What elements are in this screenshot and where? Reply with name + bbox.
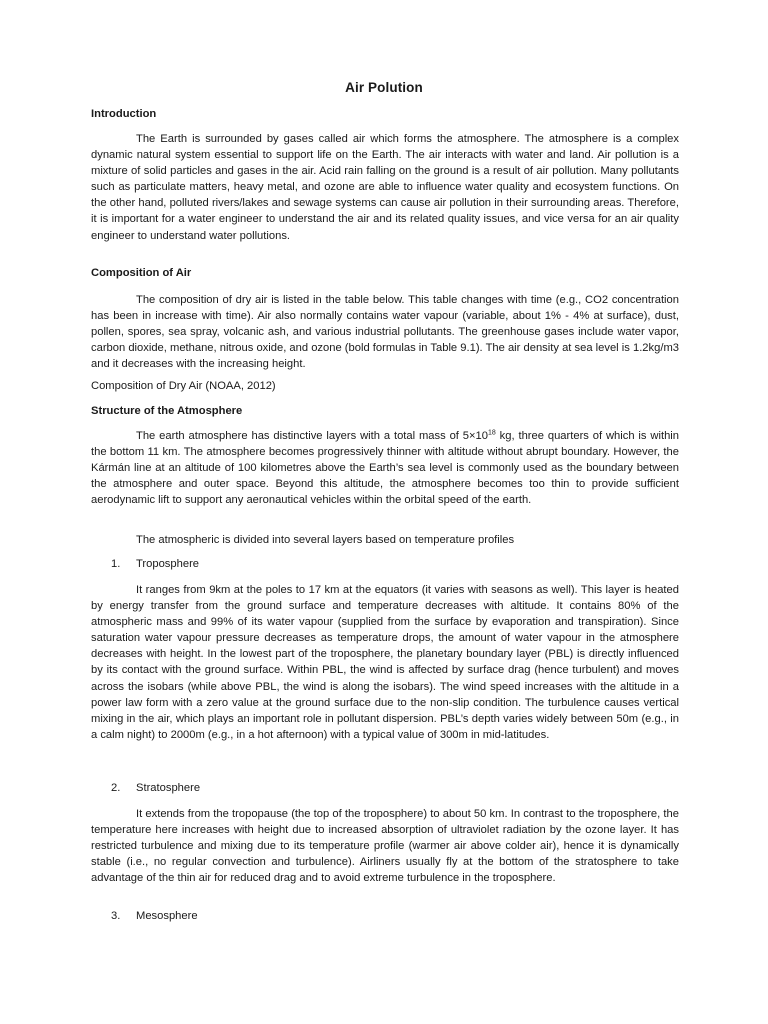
composition-heading: Composition of Air <box>91 267 192 279</box>
document-title: Air Polution <box>345 80 423 95</box>
exponent: 18 <box>488 429 496 437</box>
composition-paragraph: The composition of dry air is listed in the table below. This table changes with time (e.g., CO2 concentration has been in increase with time). Air also normally contains water vapour (variable, about 1% - 4% at surface), dust, pollen, spores, sea spray, volcanic ash, and various industrial pollutants. The greenhouse gases include water vapor, carbon dioxide, methane, nitrous oxide, and ozone (bold formulas in Table 9.1). The air density at sea level is 1.2kg/m3 and it decreases with the increasing height. <box>91 294 679 371</box>
stratosphere-paragraph: It extends from the tropopause (the top of the troposphere) to about 50 km. In contrast to the troposphere, the temperature here increases with height due to increased absorption of ultraviolet radiation by the ozone layer. It has restricted turbulence and mixing due to its temperature profile (warmer air above colder air), hence it is dynamically stable (i.e., no regular convection and turbulence). Airliners usually fly at the bottom of the stratosphere to take advantage of the thin air for reduced drag and to avoid extreme turbulence in the troposphere. <box>91 808 679 885</box>
intro-heading: Introduction <box>91 108 157 120</box>
structure-text-end: kg, three quarters of which is within the bottom 11 km. The atmosphere becomes progressively thinner with altitude without abrupt boundary. However, the Kármán line at an altitude of 100 kilometres above the Earth’s sea level is commonly used as the boundary between the atmosphere and outer space. Beyond this altitude, the atmosphere becomes too thin to provide sufficient aerodynamic lift to support any aeronautical vehicles within the orbital speed of the earth. <box>91 430 679 507</box>
table-caption: Composition of Dry Air (NOAA, 2012) <box>91 380 276 392</box>
structure-paragraph <box>91 428 679 508</box>
list-label: Stratosphere <box>136 782 201 794</box>
intro-paragraph: The Earth is surrounded by gases called air which forms the atmosphere. The atmosphere is a complex dynamic natural system essential to support life on the Earth. The air interacts with water and land. Air pollution is a mixture of solid particles and gases in the air. Acid rain falling on the ground is a result of air pollution. Many pollutants such as particulate matters, heavy metal, and ozone are able to influence water quality and ecosystem functions. On the other hand, polluted rivers/lakes and sewage systems can cause air pollution in their surrounding areas. Therefore, it is important for a water engineer to understand the air and its related quality issues, and vice versa for an air quality engineer to understand water pollutions. <box>91 133 679 242</box>
list-label: Mesosphere <box>136 910 198 922</box>
list-item-troposphere <box>111 558 199 570</box>
list-number: 1. <box>111 558 121 570</box>
list-number: 3. <box>111 910 121 922</box>
layers-intro: The atmospheric is divided into several layers based on temperature profiles <box>136 534 515 546</box>
list-label: Troposphere <box>136 558 200 570</box>
troposphere-paragraph: It ranges from 9km at the poles to 17 km at the equators (it varies with seasons as well). This layer is heated by energy transfer from the ground surface and temperature decreases with altitude. It contains 80% of the atmospheric mass and 99% of its water vapour (supplied from the surface by evaporation and transpiration). Since saturation water vapour pressure decreases as temperature drops, the amount of water vapour in the atmosphere decreases with height. In the lowest part of the troposphere, the planetary boundary layer (PBL) is directly influenced by its contact with the ground surface. Within PBL, the wind is affected by surface drag (hence turbulent) and moves across the isobars (while above PBL, the wind is along the isobars). The wind speed increases with the altitude in a power law form with a zero value at the ground surface due to the non-slip condition. The turbulence causes vertical mixing in the air, which plays an important role in pollutant dispersion. PBL’s depth varies widely between 50m (e.g., in a calm night) to 2000m (e.g., in a hot afternoon) with a typical value of 300m in mid-latitudes. <box>91 584 679 741</box>
list-number: 2. <box>111 782 121 794</box>
list-item-mesosphere <box>111 910 198 922</box>
list-item-stratosphere <box>111 782 200 794</box>
structure-text-start: The earth atmosphere has distinctive layers with a total mass of 5×10 <box>136 430 488 442</box>
structure-heading: Structure of the Atmosphere <box>91 405 243 417</box>
